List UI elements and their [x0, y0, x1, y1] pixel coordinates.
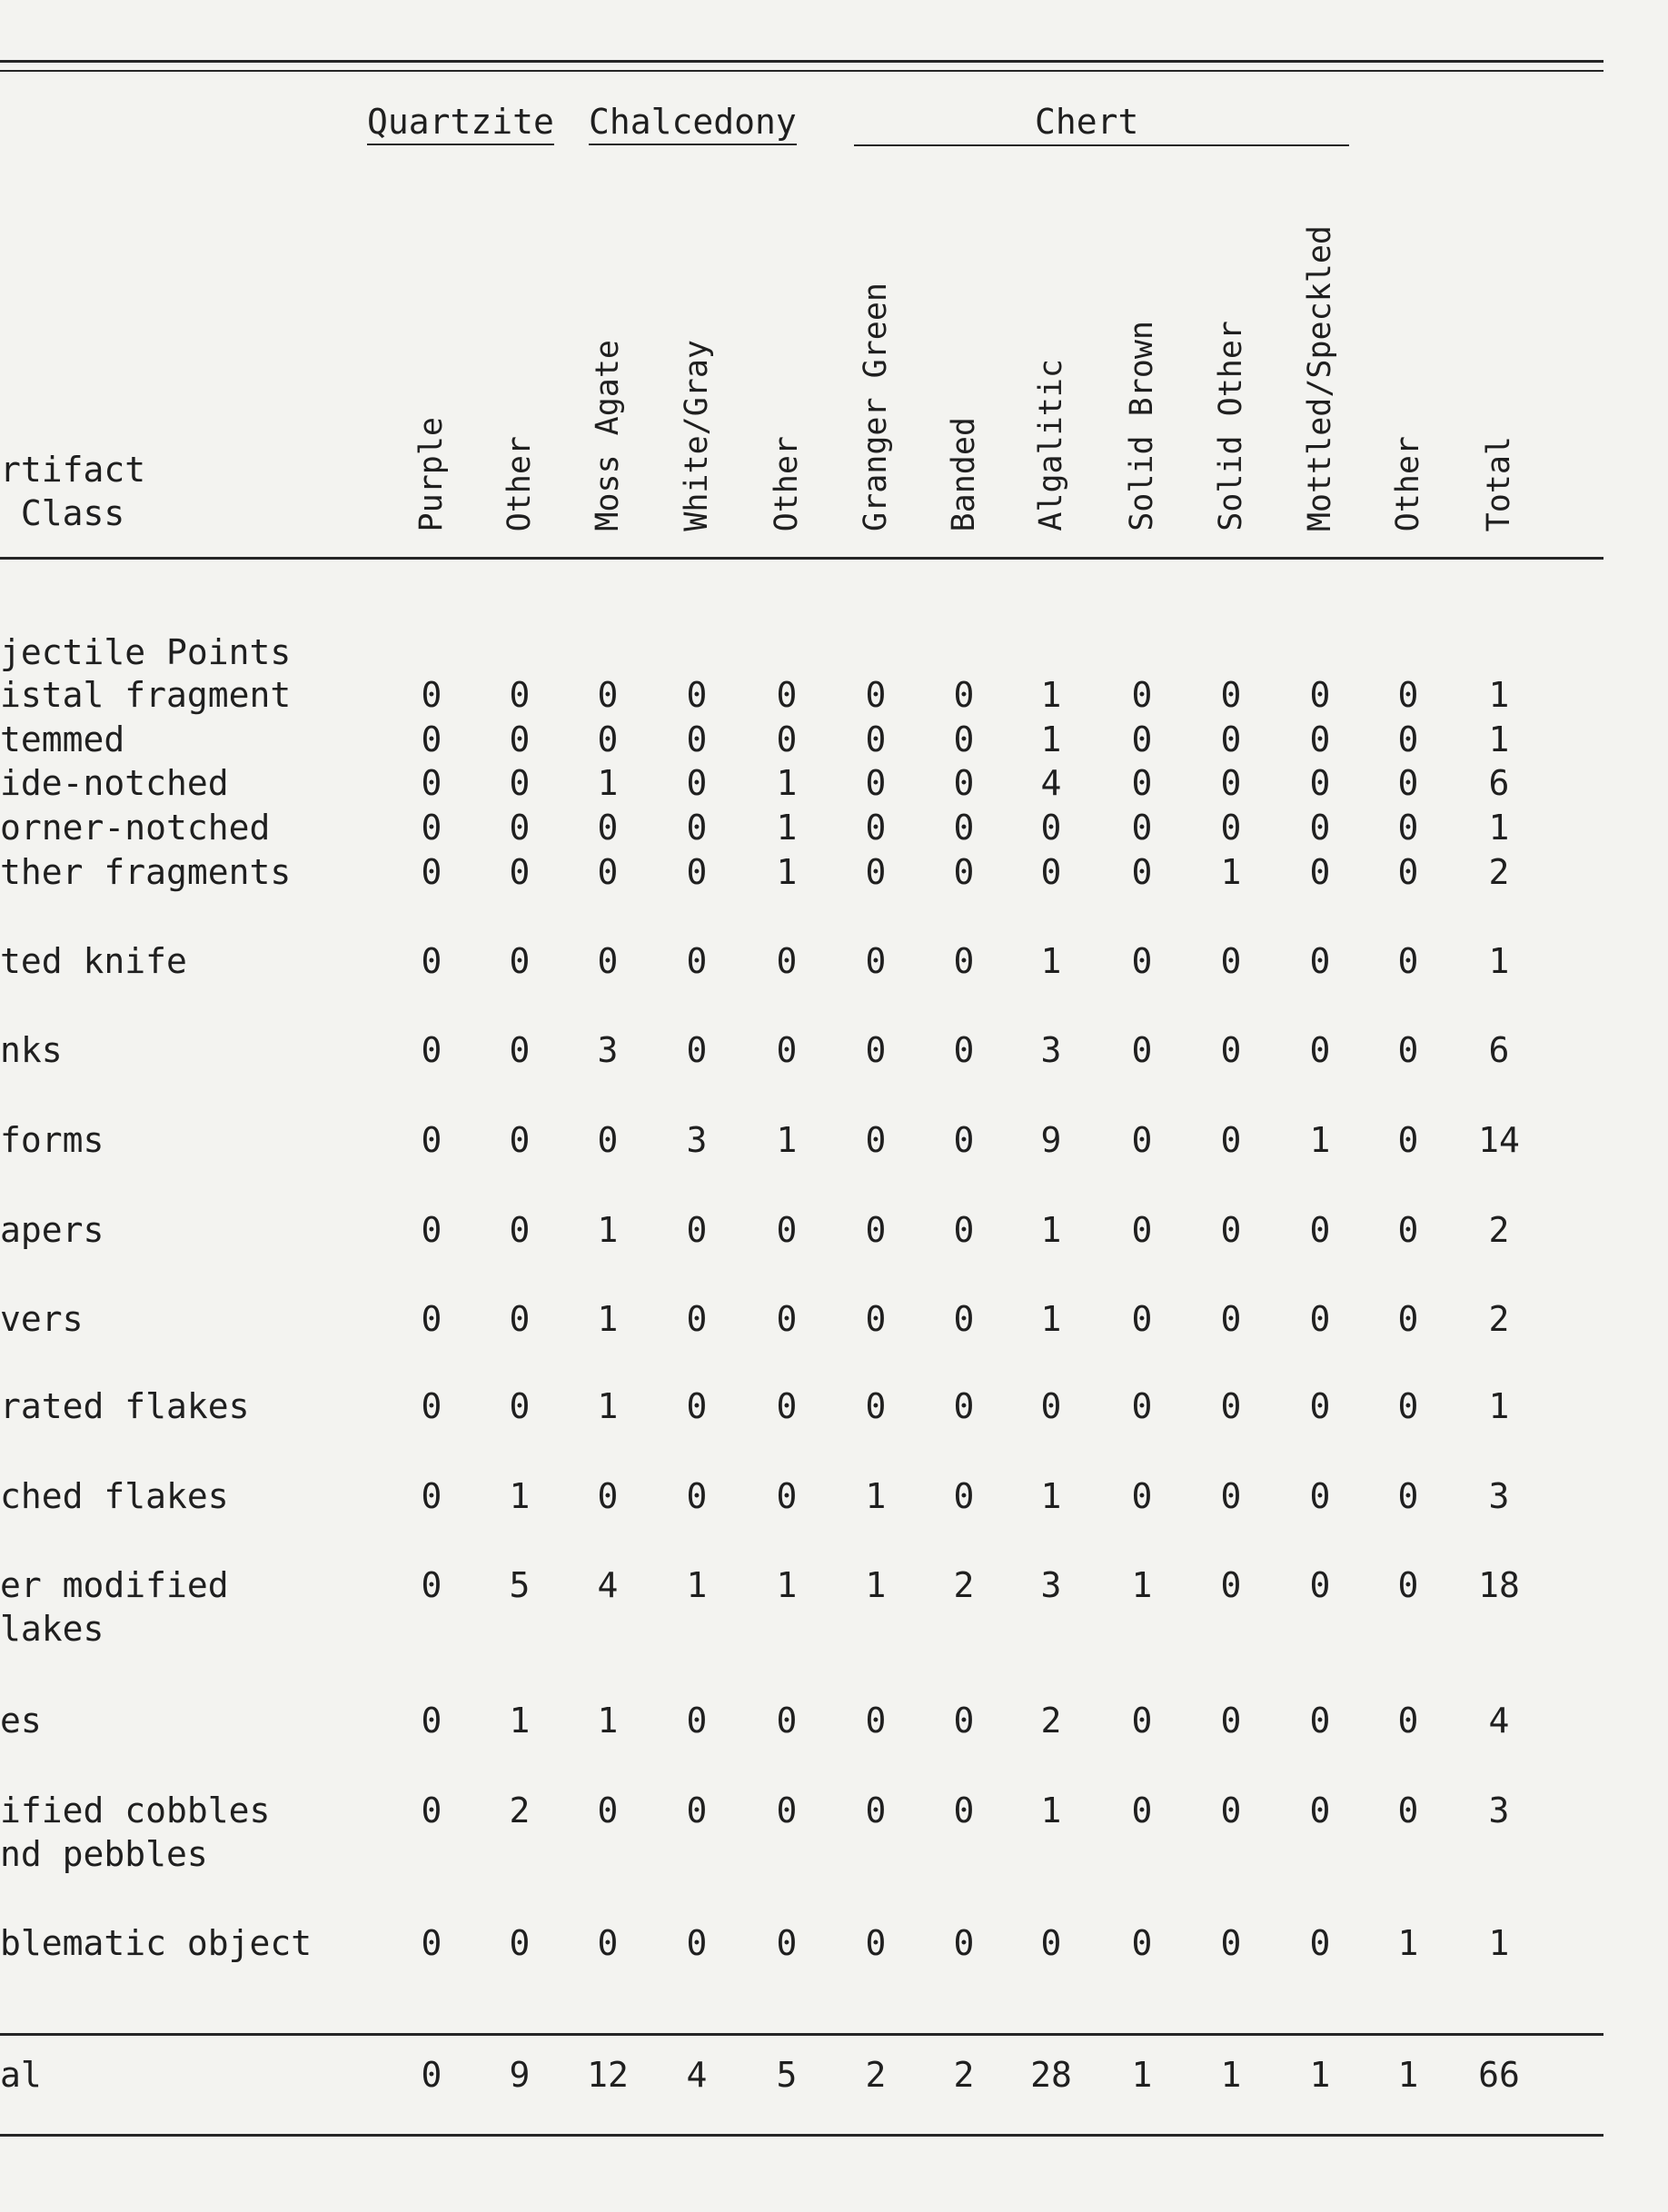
- cell-purple: 0: [421, 1299, 442, 1339]
- column-header-moss-agate: Moss Agate: [590, 340, 626, 531]
- cell-chert-other: 0: [1397, 763, 1419, 803]
- cell-algalitic: 9: [1040, 1120, 1062, 1160]
- top-rule-inner: [0, 70, 1603, 72]
- cell-algalitic: 1: [1040, 719, 1062, 759]
- row-label: nks: [0, 1030, 63, 1070]
- cell-algalitic: 0: [1040, 808, 1062, 848]
- cell-total: 2: [1488, 852, 1510, 892]
- total-cell-moss-agate: 12: [587, 2055, 629, 2095]
- cell-mottled-speckled: 0: [1309, 1386, 1331, 1426]
- total-cell-mottled-speckled: 1: [1309, 2055, 1331, 2095]
- cell-solid-brown: 0: [1131, 1210, 1153, 1250]
- cell-purple: 0: [421, 941, 442, 981]
- cell-total: 3: [1488, 1476, 1510, 1516]
- cell-moss-agate: 0: [597, 941, 619, 981]
- row-label: ified cobbles: [0, 1790, 271, 1830]
- row-label: lakes: [0, 1609, 104, 1649]
- column-header-granger-green: Granger Green: [858, 283, 894, 531]
- cell-moss-agate: 1: [597, 1210, 619, 1250]
- cell-white-gray: 0: [686, 675, 708, 715]
- cell-chert-other: 0: [1397, 1030, 1419, 1070]
- cell-banded: 0: [953, 763, 975, 803]
- cell-solid-brown: 0: [1131, 808, 1153, 848]
- cell-solid-brown: 0: [1131, 675, 1153, 715]
- cell-white-gray: 0: [686, 808, 708, 848]
- row-label: ther fragments: [0, 852, 292, 892]
- cell-chert-other: 0: [1397, 1386, 1419, 1426]
- cell-solid-brown: 0: [1131, 1923, 1153, 1963]
- cell-quartzite-other: 1: [509, 1701, 531, 1741]
- cell-purple: 0: [421, 852, 442, 892]
- cell-chalcedony-other: 1: [776, 852, 798, 892]
- cell-granger-green: 0: [865, 852, 887, 892]
- cell-granger-green: 0: [865, 1701, 887, 1741]
- cell-mottled-speckled: 0: [1309, 1701, 1331, 1741]
- cell-solid-other: 1: [1220, 852, 1242, 892]
- cell-white-gray: 0: [686, 1386, 708, 1426]
- row-label: apers: [0, 1210, 104, 1250]
- column-header-white-gray: White/Gray: [679, 340, 715, 531]
- total-cell-algalitic: 28: [1030, 2055, 1072, 2095]
- cell-mottled-speckled: 0: [1309, 852, 1331, 892]
- cell-algalitic: 1: [1040, 941, 1062, 981]
- cell-total: 3: [1488, 1790, 1510, 1830]
- cell-solid-brown: 0: [1131, 1790, 1153, 1830]
- cell-banded: 0: [953, 1386, 975, 1426]
- cell-white-gray: 0: [686, 719, 708, 759]
- cell-banded: 0: [953, 1790, 975, 1830]
- cell-algalitic: 0: [1040, 1923, 1062, 1963]
- cell-banded: 0: [953, 1210, 975, 1250]
- cell-purple: 0: [421, 1476, 442, 1516]
- cell-chert-other: 0: [1397, 1790, 1419, 1830]
- group-header-chalcedony: Chalcedony: [589, 102, 797, 145]
- row-label: temmed: [0, 719, 125, 759]
- cell-algalitic: 1: [1040, 675, 1062, 715]
- cell-algalitic: 1: [1040, 1299, 1062, 1339]
- cell-quartzite-other: 2: [509, 1790, 531, 1830]
- cell-solid-other: 0: [1220, 1210, 1242, 1250]
- cell-chert-other: 0: [1397, 1565, 1419, 1605]
- cell-purple: 0: [421, 808, 442, 848]
- cell-solid-brown: 0: [1131, 1386, 1153, 1426]
- cell-granger-green: 0: [865, 1030, 887, 1070]
- row-label: ted knife: [0, 941, 187, 981]
- cell-chalcedony-other: 1: [776, 808, 798, 848]
- cell-moss-agate: 1: [597, 1386, 619, 1426]
- cell-solid-brown: 0: [1131, 1120, 1153, 1160]
- cell-algalitic: 0: [1040, 852, 1062, 892]
- cell-white-gray: 3: [686, 1120, 708, 1160]
- cell-solid-other: 0: [1220, 1299, 1242, 1339]
- total-cell-chert-other: 1: [1397, 2055, 1419, 2095]
- cell-chert-other: 1: [1397, 1923, 1419, 1963]
- cell-mottled-speckled: 0: [1309, 1923, 1331, 1963]
- row-label: es: [0, 1701, 42, 1741]
- cell-total: 1: [1488, 719, 1510, 759]
- cell-quartzite-other: 0: [509, 1299, 531, 1339]
- cell-solid-other: 0: [1220, 1923, 1242, 1963]
- column-header-banded: Banded: [946, 416, 982, 531]
- cell-granger-green: 0: [865, 808, 887, 848]
- cell-algalitic: 1: [1040, 1210, 1062, 1250]
- cell-total: 1: [1488, 1386, 1510, 1426]
- cell-quartzite-other: 0: [509, 1386, 531, 1426]
- total-cell-granger-green: 2: [865, 2055, 887, 2095]
- row-label: rated flakes: [0, 1386, 250, 1426]
- cell-solid-brown: 0: [1131, 852, 1153, 892]
- column-header-chert-other: Other: [1390, 435, 1426, 531]
- cell-mottled-speckled: 0: [1309, 675, 1331, 715]
- column-header-quartzite-other: Other: [501, 435, 538, 531]
- cell-mottled-speckled: 0: [1309, 763, 1331, 803]
- column-header-solid-brown: Solid Brown: [1124, 321, 1160, 531]
- cell-mottled-speckled: 0: [1309, 1565, 1331, 1605]
- total-cell-solid-other: 1: [1220, 2055, 1242, 2095]
- chert-group-rule: [854, 144, 1349, 146]
- cell-chert-other: 0: [1397, 1120, 1419, 1160]
- cell-solid-brown: 0: [1131, 719, 1153, 759]
- cell-banded: 0: [953, 1120, 975, 1160]
- cell-solid-brown: 0: [1131, 1030, 1153, 1070]
- cell-total: 6: [1488, 763, 1510, 803]
- cell-solid-other: 0: [1220, 1565, 1242, 1605]
- cell-granger-green: 0: [865, 719, 887, 759]
- cell-solid-brown: 0: [1131, 1701, 1153, 1741]
- total-cell-banded: 2: [953, 2055, 975, 2095]
- cell-mottled-speckled: 0: [1309, 808, 1331, 848]
- cell-solid-brown: 0: [1131, 941, 1153, 981]
- cell-chalcedony-other: 1: [776, 1120, 798, 1160]
- cell-white-gray: 0: [686, 1701, 708, 1741]
- cell-solid-brown: 0: [1131, 763, 1153, 803]
- cell-banded: 0: [953, 719, 975, 759]
- cell-banded: 0: [953, 1701, 975, 1741]
- cell-moss-agate: 0: [597, 1790, 619, 1830]
- cell-algalitic: 3: [1040, 1565, 1062, 1605]
- cell-chalcedony-other: 0: [776, 1299, 798, 1339]
- cell-solid-brown: 0: [1131, 1299, 1153, 1339]
- total-cell-chalcedony-other: 5: [776, 2055, 798, 2095]
- cell-granger-green: 0: [865, 1923, 887, 1963]
- cell-total: 14: [1478, 1120, 1520, 1160]
- total-rule: [0, 2033, 1603, 2036]
- cell-quartzite-other: 0: [509, 941, 531, 981]
- cell-banded: 0: [953, 1030, 975, 1070]
- total-row-label: al: [0, 2055, 42, 2095]
- cell-granger-green: 0: [865, 1299, 887, 1339]
- cell-algalitic: 0: [1040, 1386, 1062, 1426]
- column-header-total: Total: [1481, 435, 1517, 531]
- total-cell-total: 66: [1478, 2055, 1520, 2095]
- row-label: vers: [0, 1299, 84, 1339]
- cell-purple: 0: [421, 1701, 442, 1741]
- cell-solid-other: 0: [1220, 941, 1242, 981]
- cell-chert-other: 0: [1397, 1299, 1419, 1339]
- cell-chert-other: 0: [1397, 1476, 1419, 1516]
- cell-total: 2: [1488, 1210, 1510, 1250]
- cell-algalitic: 1: [1040, 1790, 1062, 1830]
- cell-purple: 0: [421, 1565, 442, 1605]
- cell-chalcedony-other: 0: [776, 719, 798, 759]
- cell-purple: 0: [421, 1923, 442, 1963]
- cell-mottled-speckled: 1: [1309, 1120, 1331, 1160]
- cell-purple: 0: [421, 763, 442, 803]
- cell-mottled-speckled: 0: [1309, 1210, 1331, 1250]
- cell-chert-other: 0: [1397, 808, 1419, 848]
- cell-moss-agate: 1: [597, 1299, 619, 1339]
- bottom-rule: [0, 2134, 1603, 2137]
- cell-granger-green: 0: [865, 675, 887, 715]
- cell-total: 2: [1488, 1299, 1510, 1339]
- cell-moss-agate: 0: [597, 1476, 619, 1516]
- cell-banded: 0: [953, 1476, 975, 1516]
- cell-white-gray: 0: [686, 1210, 708, 1250]
- cell-solid-other: 0: [1220, 719, 1242, 759]
- cell-quartzite-other: 0: [509, 719, 531, 759]
- top-rule: [0, 60, 1603, 63]
- cell-chalcedony-other: 1: [776, 1565, 798, 1605]
- column-header-algalitic: Algalitic: [1033, 359, 1069, 531]
- total-cell-white-gray: 4: [686, 2055, 708, 2095]
- row-label: orner-notched: [0, 808, 271, 848]
- cell-solid-other: 0: [1220, 1476, 1242, 1516]
- cell-banded: 0: [953, 808, 975, 848]
- cell-purple: 0: [421, 1790, 442, 1830]
- cell-mottled-speckled: 0: [1309, 1476, 1331, 1516]
- cell-algalitic: 2: [1040, 1701, 1062, 1741]
- cell-chert-other: 0: [1397, 675, 1419, 715]
- cell-chalcedony-other: 0: [776, 941, 798, 981]
- cell-chert-other: 0: [1397, 1210, 1419, 1250]
- cell-granger-green: 0: [865, 1210, 887, 1250]
- cell-chalcedony-other: 0: [776, 675, 798, 715]
- cell-chalcedony-other: 0: [776, 1030, 798, 1070]
- cell-total: 1: [1488, 1923, 1510, 1963]
- cell-banded: 0: [953, 1299, 975, 1339]
- cell-quartzite-other: 0: [509, 1210, 531, 1250]
- cell-mottled-speckled: 0: [1309, 1030, 1331, 1070]
- cell-solid-other: 0: [1220, 763, 1242, 803]
- group-header-quartzite: Quartzite: [367, 102, 554, 145]
- cell-banded: 0: [953, 941, 975, 981]
- row-label: ched flakes: [0, 1476, 229, 1516]
- cell-mottled-speckled: 0: [1309, 719, 1331, 759]
- cell-chert-other: 0: [1397, 852, 1419, 892]
- cell-quartzite-other: 0: [509, 763, 531, 803]
- cell-total: 18: [1478, 1565, 1520, 1605]
- cell-white-gray: 1: [686, 1565, 708, 1605]
- cell-algalitic: 1: [1040, 1476, 1062, 1516]
- row-label: blematic object: [0, 1923, 313, 1963]
- cell-quartzite-other: 0: [509, 852, 531, 892]
- row-label: er modified: [0, 1565, 229, 1605]
- artifact-class-header-line-2: Class: [0, 493, 125, 533]
- header-rule: [0, 557, 1603, 560]
- cell-granger-green: 0: [865, 941, 887, 981]
- cell-solid-brown: 1: [1131, 1565, 1153, 1605]
- cell-total: 4: [1488, 1701, 1510, 1741]
- cell-solid-other: 0: [1220, 1030, 1242, 1070]
- cell-purple: 0: [421, 719, 442, 759]
- column-header-mottled-speckled: Mottled/Speckled: [1302, 224, 1338, 531]
- cell-solid-other: 0: [1220, 1790, 1242, 1830]
- cell-moss-agate: 0: [597, 808, 619, 848]
- cell-granger-green: 0: [865, 1120, 887, 1160]
- cell-moss-agate: 1: [597, 763, 619, 803]
- cell-white-gray: 0: [686, 852, 708, 892]
- cell-quartzite-other: 0: [509, 1030, 531, 1070]
- cell-total: 1: [1488, 808, 1510, 848]
- cell-purple: 0: [421, 1030, 442, 1070]
- cell-moss-agate: 0: [597, 1120, 619, 1160]
- cell-moss-agate: 4: [597, 1565, 619, 1605]
- cell-total: 6: [1488, 1030, 1510, 1070]
- cell-chert-other: 0: [1397, 1701, 1419, 1741]
- cell-quartzite-other: 0: [509, 675, 531, 715]
- cell-algalitic: 3: [1040, 1030, 1062, 1070]
- cell-white-gray: 0: [686, 1476, 708, 1516]
- cell-chalcedony-other: 0: [776, 1790, 798, 1830]
- cell-granger-green: 0: [865, 1386, 887, 1426]
- cell-moss-agate: 3: [597, 1030, 619, 1070]
- cell-quartzite-other: 0: [509, 808, 531, 848]
- cell-quartzite-other: 0: [509, 1923, 531, 1963]
- cell-white-gray: 0: [686, 1030, 708, 1070]
- cell-moss-agate: 0: [597, 852, 619, 892]
- cell-moss-agate: 0: [597, 675, 619, 715]
- cell-quartzite-other: 1: [509, 1476, 531, 1516]
- artifact-class-header-line-1: rtifact: [0, 450, 146, 490]
- cell-solid-other: 0: [1220, 1701, 1242, 1741]
- cell-purple: 0: [421, 675, 442, 715]
- cell-chalcedony-other: 0: [776, 1923, 798, 1963]
- cell-solid-brown: 0: [1131, 1476, 1153, 1516]
- cell-purple: 0: [421, 1210, 442, 1250]
- cell-mottled-speckled: 0: [1309, 941, 1331, 981]
- column-header-purple: Purple: [413, 416, 450, 531]
- cell-algalitic: 4: [1040, 763, 1062, 803]
- cell-banded: 0: [953, 1923, 975, 1963]
- cell-mottled-speckled: 0: [1309, 1790, 1331, 1830]
- column-header-solid-other: Solid Other: [1213, 321, 1249, 531]
- cell-white-gray: 0: [686, 1790, 708, 1830]
- cell-chalcedony-other: 0: [776, 1386, 798, 1426]
- cell-solid-other: 0: [1220, 1386, 1242, 1426]
- cell-moss-agate: 0: [597, 1923, 619, 1963]
- total-cell-solid-brown: 1: [1131, 2055, 1153, 2095]
- cell-purple: 0: [421, 1386, 442, 1426]
- row-label: ide-notched: [0, 763, 229, 803]
- cell-chalcedony-other: 1: [776, 763, 798, 803]
- cell-banded: 2: [953, 1565, 975, 1605]
- cell-white-gray: 0: [686, 941, 708, 981]
- cell-granger-green: 1: [865, 1476, 887, 1516]
- cell-quartzite-other: 0: [509, 1120, 531, 1160]
- total-cell-purple: 0: [421, 2055, 442, 2095]
- row-label: istal fragment: [0, 675, 292, 715]
- cell-chalcedony-other: 0: [776, 1476, 798, 1516]
- cell-total: 1: [1488, 675, 1510, 715]
- row-label: forms: [0, 1120, 104, 1160]
- cell-solid-other: 0: [1220, 1120, 1242, 1160]
- cell-white-gray: 0: [686, 1299, 708, 1339]
- total-cell-quartzite-other: 9: [509, 2055, 531, 2095]
- cell-quartzite-other: 5: [509, 1565, 531, 1605]
- cell-white-gray: 0: [686, 1923, 708, 1963]
- cell-banded: 0: [953, 675, 975, 715]
- row-label: jectile Points: [0, 632, 292, 672]
- cell-mottled-speckled: 0: [1309, 1299, 1331, 1339]
- cell-moss-agate: 1: [597, 1701, 619, 1741]
- cell-purple: 0: [421, 1120, 442, 1160]
- cell-granger-green: 1: [865, 1565, 887, 1605]
- group-header-chert: Chert: [1035, 102, 1139, 142]
- cell-moss-agate: 0: [597, 719, 619, 759]
- cell-banded: 0: [953, 852, 975, 892]
- cell-chert-other: 0: [1397, 719, 1419, 759]
- cell-total: 1: [1488, 941, 1510, 981]
- cell-chert-other: 0: [1397, 941, 1419, 981]
- cell-solid-other: 0: [1220, 675, 1242, 715]
- cell-chalcedony-other: 0: [776, 1210, 798, 1250]
- cell-granger-green: 0: [865, 1790, 887, 1830]
- cell-solid-other: 0: [1220, 808, 1242, 848]
- column-header-chalcedony-other: Other: [769, 435, 805, 531]
- cell-chalcedony-other: 0: [776, 1701, 798, 1741]
- row-label: nd pebbles: [0, 1834, 208, 1874]
- cell-white-gray: 0: [686, 763, 708, 803]
- cell-granger-green: 0: [865, 763, 887, 803]
